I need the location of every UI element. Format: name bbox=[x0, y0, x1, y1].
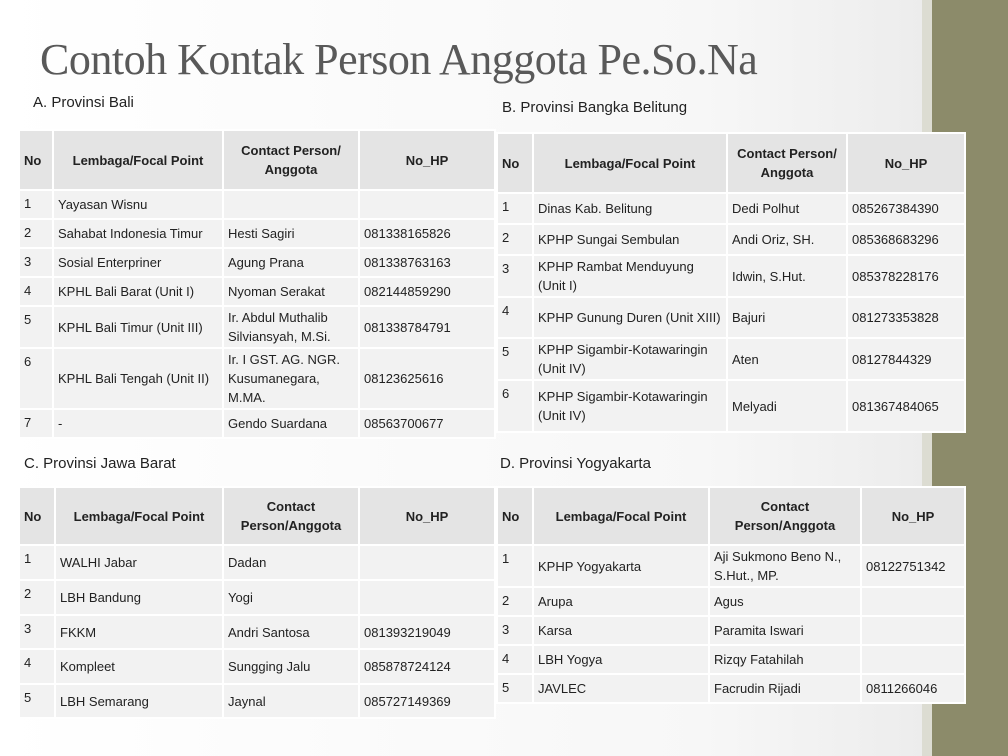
cell-lembaga: Kompleet bbox=[55, 649, 223, 684]
cell-no: 5 bbox=[19, 306, 53, 348]
cell-hp: 082144859290 bbox=[359, 277, 495, 306]
cell-no: 3 bbox=[19, 248, 53, 277]
cell-hp: 081273353828 bbox=[847, 297, 965, 338]
cell-no: 4 bbox=[497, 297, 533, 338]
cell-hp: 085368683296 bbox=[847, 224, 965, 255]
cell-no: 4 bbox=[497, 645, 533, 674]
cell-hp bbox=[861, 645, 965, 674]
cell-contact: Yogi bbox=[223, 580, 359, 615]
cell-contact: Facrudin Rijadi bbox=[709, 674, 861, 703]
table-row bbox=[19, 306, 495, 348]
header-lembaga: Lembaga/Focal Point bbox=[53, 130, 223, 190]
cell-lembaga: LBH Yogya bbox=[533, 645, 709, 674]
cell-no: 2 bbox=[497, 224, 533, 255]
cell-hp: 08123625616 bbox=[359, 348, 495, 409]
cell-contact: Nyoman Serakat bbox=[223, 277, 359, 306]
table-row bbox=[497, 224, 965, 255]
cell-lembaga: KPHP Sigambir-Kotawaringin (Unit IV) bbox=[533, 338, 727, 380]
cell-no: 7 bbox=[19, 409, 53, 438]
header-lembaga: Lembaga/Focal Point bbox=[533, 487, 709, 545]
cell-contact: Paramita Iswari bbox=[709, 616, 861, 645]
cell-no: 2 bbox=[19, 219, 53, 248]
cell-no: 1 bbox=[497, 193, 533, 224]
cell-hp: 085727149369 bbox=[359, 684, 495, 718]
header-no: No bbox=[497, 487, 533, 545]
cell-contact: Dadan bbox=[223, 545, 359, 580]
cell-contact: Andi Oriz, SH. bbox=[727, 224, 847, 255]
cell-lembaga: Sosial Enterpriner bbox=[53, 248, 223, 277]
cell-lembaga: KPHP Sigambir-Kotawaringin (Unit IV) bbox=[533, 380, 727, 432]
header-lembaga: Lembaga/Focal Point bbox=[533, 133, 727, 193]
cell-lembaga: KPHP Gunung Duren (Unit XIII) bbox=[533, 297, 727, 338]
cell-hp: 085267384390 bbox=[847, 193, 965, 224]
table-jawa-barat bbox=[18, 486, 496, 719]
header-contact: Contact Person/Anggota bbox=[709, 487, 861, 545]
cell-no: 5 bbox=[497, 338, 533, 380]
section-b-heading: B. Provinsi Bangka Belitung bbox=[502, 99, 688, 116]
cell-lembaga: WALHI Jabar bbox=[55, 545, 223, 580]
table-row bbox=[497, 255, 965, 297]
cell-contact: Ir. I GST. AG. NGR. Kusumanegara, M.MA. bbox=[223, 348, 359, 409]
cell-hp: 081338784791 bbox=[359, 306, 495, 348]
cell-contact: Bajuri bbox=[727, 297, 847, 338]
cell-no: 1 bbox=[19, 190, 53, 219]
cell-lembaga: Dinas Kab. Belitung bbox=[533, 193, 727, 224]
cell-lembaga: KPHP Yogyakarta bbox=[533, 545, 709, 587]
table-row bbox=[19, 219, 495, 248]
table-row bbox=[19, 580, 495, 615]
cell-no: 2 bbox=[19, 580, 55, 615]
table-row bbox=[497, 297, 965, 338]
cell-hp: 081393219049 bbox=[359, 615, 495, 649]
cell-no: 5 bbox=[497, 674, 533, 703]
cell-lembaga: LBH Bandung bbox=[55, 580, 223, 615]
cell-lembaga: KPHP Rambat Menduyung (Unit I) bbox=[533, 255, 727, 297]
table-row bbox=[497, 674, 965, 703]
cell-contact: Gendo Suardana bbox=[223, 409, 359, 438]
header-lembaga: Lembaga/Focal Point bbox=[55, 487, 223, 545]
cell-lembaga: LBH Semarang bbox=[55, 684, 223, 718]
cell-contact: Ir. Abdul Muthalib Silviansyah, M.Si. bbox=[223, 306, 359, 348]
header-no: No bbox=[19, 130, 53, 190]
header-no: No bbox=[497, 133, 533, 193]
header-hp: No_HP bbox=[359, 130, 495, 190]
cell-contact: Melyadi bbox=[727, 380, 847, 432]
cell-no: 1 bbox=[497, 545, 533, 587]
section-d-heading: D. Provinsi Yogyakarta bbox=[500, 455, 651, 472]
cell-lembaga: Sahabat Indonesia Timur bbox=[53, 219, 223, 248]
cell-contact bbox=[223, 190, 359, 219]
header-hp: No_HP bbox=[359, 487, 495, 545]
table-row bbox=[497, 380, 965, 432]
cell-hp bbox=[861, 587, 965, 616]
cell-hp bbox=[861, 616, 965, 645]
table-row bbox=[497, 616, 965, 645]
table-row bbox=[497, 338, 965, 380]
cell-hp bbox=[359, 545, 495, 580]
cell-lembaga: KPHL Bali Tengah (Unit II) bbox=[53, 348, 223, 409]
cell-lembaga: FKKM bbox=[55, 615, 223, 649]
cell-lembaga: Karsa bbox=[533, 616, 709, 645]
cell-no: 5 bbox=[19, 684, 55, 718]
header-contact: Contact Person/Anggota bbox=[223, 487, 359, 545]
table-row bbox=[19, 190, 495, 219]
cell-lembaga: - bbox=[53, 409, 223, 438]
cell-no: 2 bbox=[497, 587, 533, 616]
cell-lembaga: KPHL Bali Barat (Unit I) bbox=[53, 277, 223, 306]
cell-no: 1 bbox=[19, 545, 55, 580]
table-row bbox=[19, 277, 495, 306]
table-row bbox=[497, 545, 965, 587]
cell-contact: Jaynal bbox=[223, 684, 359, 718]
cell-hp: 081338165826 bbox=[359, 219, 495, 248]
cell-hp: 08563700677 bbox=[359, 409, 495, 438]
cell-contact: Hesti Sagiri bbox=[223, 219, 359, 248]
table-row bbox=[19, 684, 495, 718]
table-row bbox=[19, 409, 495, 438]
cell-contact: Agus bbox=[709, 587, 861, 616]
table-row bbox=[19, 649, 495, 684]
cell-contact: Rizqy Fatahilah bbox=[709, 645, 861, 674]
table-row bbox=[497, 587, 965, 616]
cell-contact: Andri Santosa bbox=[223, 615, 359, 649]
cell-no: 3 bbox=[497, 255, 533, 297]
cell-no: 4 bbox=[19, 649, 55, 684]
cell-contact: Dedi Polhut bbox=[727, 193, 847, 224]
table-bangka-belitung bbox=[496, 132, 966, 433]
cell-contact: Aji Sukmono Beno N., S.Hut., MP. bbox=[709, 545, 861, 587]
cell-no: 3 bbox=[497, 616, 533, 645]
header-hp: No_HP bbox=[847, 133, 965, 193]
cell-hp bbox=[359, 190, 495, 219]
table-row bbox=[19, 545, 495, 580]
cell-contact: Idwin, S.Hut. bbox=[727, 255, 847, 297]
cell-lembaga: Arupa bbox=[533, 587, 709, 616]
cell-no: 6 bbox=[497, 380, 533, 432]
cell-hp: 081367484065 bbox=[847, 380, 965, 432]
table-yogyakarta bbox=[496, 486, 966, 704]
slide-title: Contoh Kontak Person Anggota Pe.So.Na bbox=[40, 35, 758, 84]
cell-no: 6 bbox=[19, 348, 53, 409]
cell-lembaga: JAVLEC bbox=[533, 674, 709, 703]
cell-hp: 085378228176 bbox=[847, 255, 965, 297]
section-c-heading: C. Provinsi Jawa Barat bbox=[24, 455, 176, 472]
cell-no: 4 bbox=[19, 277, 53, 306]
cell-hp: 0811266046 bbox=[861, 674, 965, 703]
cell-hp: 081338763163 bbox=[359, 248, 495, 277]
cell-hp: 08127844329 bbox=[847, 338, 965, 380]
section-a-heading: A. Provinsi Bali bbox=[33, 94, 134, 111]
header-contact: Contact Person/ Anggota bbox=[727, 133, 847, 193]
table-row bbox=[19, 615, 495, 649]
cell-hp bbox=[359, 580, 495, 615]
cell-lembaga: KPHL Bali Timur (Unit III) bbox=[53, 306, 223, 348]
table-bali bbox=[18, 129, 496, 439]
header-no: No bbox=[19, 487, 55, 545]
table-row bbox=[19, 348, 495, 409]
cell-no: 3 bbox=[19, 615, 55, 649]
header-contact: Contact Person/ Anggota bbox=[223, 130, 359, 190]
table-row bbox=[497, 193, 965, 224]
cell-contact: Sungging Jalu bbox=[223, 649, 359, 684]
table-row bbox=[497, 645, 965, 674]
table-row bbox=[19, 248, 495, 277]
cell-hp: 08122751342 bbox=[861, 545, 965, 587]
cell-lembaga: Yayasan Wisnu bbox=[53, 190, 223, 219]
cell-contact: Agung Prana bbox=[223, 248, 359, 277]
cell-hp: 085878724124 bbox=[359, 649, 495, 684]
cell-contact: Aten bbox=[727, 338, 847, 380]
header-hp: No_HP bbox=[861, 487, 965, 545]
cell-lembaga: KPHP Sungai Sembulan bbox=[533, 224, 727, 255]
